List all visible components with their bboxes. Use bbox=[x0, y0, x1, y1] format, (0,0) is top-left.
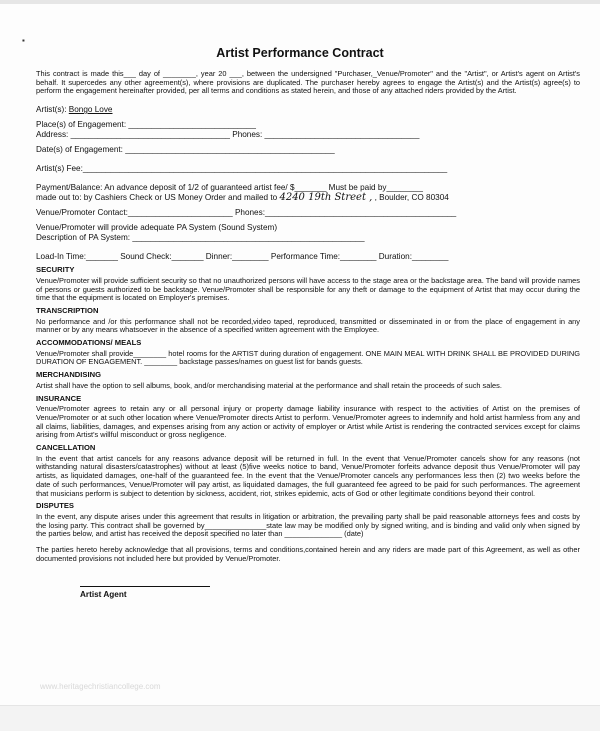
intro-paragraph: This contract is made this___ day of ________, year 20 ___, between the undersigned "Purchaser,_Venue/Promoter" and the "Artist", or Artist's agent on Artist's behalf. It supercedes any other agreement(s), where provisions are duplicated. The purchaser hereby agrees to engage the Artist(s) and the Artist(s) agree(s) to perform the engagement hereinafter provided, per all terms and conditions as stated herein, and those of any attached riders provided by the Artist. bbox=[36, 69, 580, 96]
signature-label: Artist Agent bbox=[80, 589, 127, 599]
cancellation-heading: CANCELLATION bbox=[36, 443, 96, 453]
disputes-text: In the event, any dispute arises under this agreement that results in litigation or arbitration, the prevailing party shall be paid reasonable attorneys fees and costs by the losing party. This contract shall be governed by_______________state law may be modified only by signed writing, and is binding and valid only when signed by the parties below, and artist has received the deposit specified no later than ______________ (date) bbox=[36, 511, 580, 539]
cancellation-text: In the event that artist cancels for any reasons advance deposit will be returned in full. In the event that Venue/Promoter cancels show for any reasons (not withstanding natural disasters/catastrophes) without at least (5)five weeks notice to band, Venue/Promoter forfeits advance deposit thus Venue/Promoter will pay artists, as liquidated damages, one-half of the guaranteed fee. In the event that the Venue/Promoter cancels any performances less then (2) two weeks before the date of such performances, Venue/Promoter will pay artist, as liquidated damages, the full guaranteed fee agreed to be paid for such performances. The agreement that musicians perform is subject to detention by sickness, accident, riot, strikes epidemic, acts of God or other legitimate conditions beyond their control. bbox=[36, 453, 580, 498]
date-field: Date(s) of Engagement: ______________________________________________ bbox=[36, 145, 335, 155]
security-heading: SECURITY bbox=[36, 265, 75, 275]
disputes-heading: DISPUTES bbox=[36, 501, 74, 511]
signature-line bbox=[80, 586, 210, 587]
acknowledgement-text: The parties hereto hereby acknowledge that all provisions, terms and conditions,contained herein and any riders are made part of this Agreement, as well as other documented provisions not included here but provided by Venue/Promoter. bbox=[36, 545, 580, 563]
artists-field bbox=[36, 105, 580, 115]
handwritten-address: 4240 19th Street , bbox=[279, 192, 373, 204]
madeout-city: , Boulder, CO 80304 bbox=[374, 193, 449, 203]
merchandising-heading: MERCHANDISING bbox=[36, 370, 101, 380]
transcription-heading: TRANSCRIPTION bbox=[36, 305, 99, 315]
contact-field: Venue/Promoter Contact:_______________________ Phones:__________________________________________ bbox=[36, 208, 457, 218]
artists-label: Artist(s): bbox=[36, 105, 67, 115]
insurance-text: Venue/Promoter agrees to retain any or all personal injury or property damage liability insurance with respect to the activities of Artist on the premises of Venue/Promoter or at such other location where Venue/Promoter directs Artist to perform. Venue/Promoter agrees to indemnify and hold artist harmless from any and all claims, liabilities, damages, and expenses arising from any action or activity of employer or Artist while Artist is rendering the contracted services except for claims arising from Artist's willful misconduct or gross negligence. bbox=[36, 404, 580, 440]
fee-field: Artist(s) Fee:________________________________________________________________________________ bbox=[36, 164, 448, 174]
madeout-line bbox=[36, 193, 580, 203]
payment-line: Payment/Balance: An advance deposit of 1/2 of guaranteed artist fee/ $_______ Must be paid by________ bbox=[36, 183, 423, 193]
transcription-text: No performance and /or this performance shall not be recorded,video taped, reproduced, transmitted or disseminated in or from the place of engagement in any manner or by any means whatsoever in the absence of a specified written agreement with the Employee. bbox=[36, 316, 580, 335]
accommodations-text: Venue/Promoter shall provide________ hotel rooms for the ARTIST during duration of engagement. ONE MAIN MEAL WITH DRINK SHALL BE PROVIDED DURING DURATION OF ENGAGEMENT. ________ backstage passes/names on guest list for bands guests. bbox=[36, 348, 580, 367]
pa-line-1: Venue/Promoter will provide adequate PA System (Sound System) bbox=[36, 223, 278, 233]
scan-edge bbox=[0, 0, 600, 4]
security-text: Venue/Promoter will provide sufficient security so that no unauthorized persons will have access to the stage area or the backstage area. The band will provide names of persons or guests authorized to be backstage. Venue/Promoter shall be responsible for any theft or damage to the equipment of Artist that may occur during the time that the equipment is located on Employer's premises. bbox=[36, 275, 580, 303]
place-field: Place(s) of Engagement: ____________________________ bbox=[36, 120, 256, 130]
contract-body bbox=[36, 70, 580, 599]
pa-line-2: Description of PA System: ___________________________________________________ bbox=[36, 233, 365, 243]
madeout-text: made out to: by Cashiers Check or US Money Order and mailed to bbox=[36, 193, 278, 203]
times-field: Load-In Time:_______ Sound Check:_______ Dinner:________ Performance Time:________ Duration:________ bbox=[36, 252, 449, 262]
scan-footer-band bbox=[0, 705, 600, 731]
payment-block bbox=[36, 183, 580, 203]
address-field: Address: ___________________________________ Phones: __________________________________ bbox=[36, 130, 420, 140]
scan-mark: ▪ bbox=[22, 36, 25, 45]
insurance-heading: INSURANCE bbox=[36, 393, 82, 403]
watermark-text: www.heritagechristiancollege.com bbox=[40, 682, 161, 691]
artists-value: Bongo Love bbox=[68, 105, 113, 115]
page-title: Artist Performance Contract bbox=[216, 46, 384, 60]
accommodations-heading: ACCOMMODATIONS/ MEALS bbox=[36, 338, 142, 348]
merchandising-text: Artist shall have the option to sell albums, book, and/or merchandising material at the performance and shall retain the proceeds of such sales. bbox=[36, 380, 502, 390]
